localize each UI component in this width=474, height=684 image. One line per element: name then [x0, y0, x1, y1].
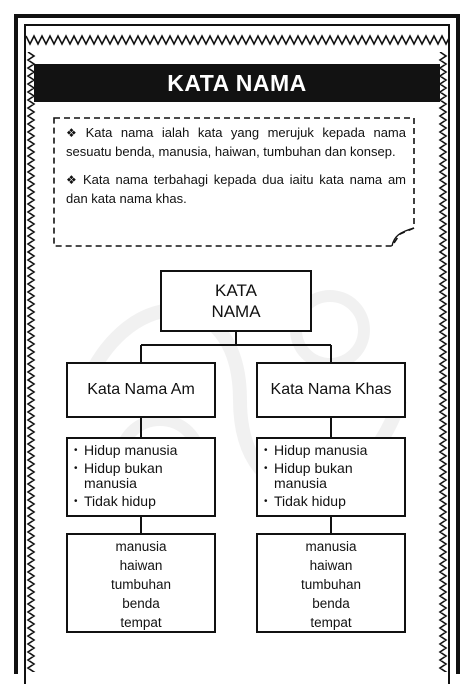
example-item: tumbuhan — [110, 577, 172, 592]
example-item: tempat — [310, 615, 352, 630]
types-box-khas — [256, 437, 406, 517]
example-item: tempat — [120, 615, 162, 630]
types-box-am — [66, 437, 216, 517]
example-item: benda — [312, 596, 350, 611]
example-item: manusia — [305, 539, 357, 554]
list-item: • Hidup manusia — [264, 443, 398, 458]
example-item: manusia — [115, 539, 167, 554]
page-title: KATA NAMA — [34, 64, 440, 102]
list-item: • Hidup bukan manusia — [264, 461, 398, 491]
note-paragraph-types: ❖ Kata nama terbahagi kepada dua iaitu kata nama am dan kata nama khas. — [66, 172, 407, 206]
diamond-bullet-icon: ❖ — [66, 126, 82, 140]
diagram-root-box — [160, 270, 312, 332]
category-box-khas: Kata Nama Khas — [256, 362, 406, 418]
example-item: haiwan — [309, 558, 353, 573]
list-item: • Hidup manusia — [74, 443, 208, 458]
list-item: • Hidup bukan manusia — [74, 461, 208, 491]
example-item: tumbuhan — [300, 577, 362, 592]
category-box-am: Kata Nama Am — [66, 362, 216, 418]
example-item: benda — [122, 596, 160, 611]
example-item: haiwan — [119, 558, 163, 573]
examples-box-khas — [256, 533, 406, 633]
root-label-line1: KATA — [215, 281, 257, 300]
root-label-line2: NAMA — [211, 302, 261, 321]
list-item: • Tidak hidup — [74, 494, 208, 509]
diamond-bullet-icon: ❖ — [66, 173, 79, 187]
list-item: • Tidak hidup — [264, 494, 398, 509]
examples-box-am — [66, 533, 216, 633]
note-paragraph-definition: ❖ Kata nama ialah kata yang merujuk kepada nama sesuatu benda, manusia, haiwan, tumbuhan dan konsep. — [66, 125, 406, 159]
